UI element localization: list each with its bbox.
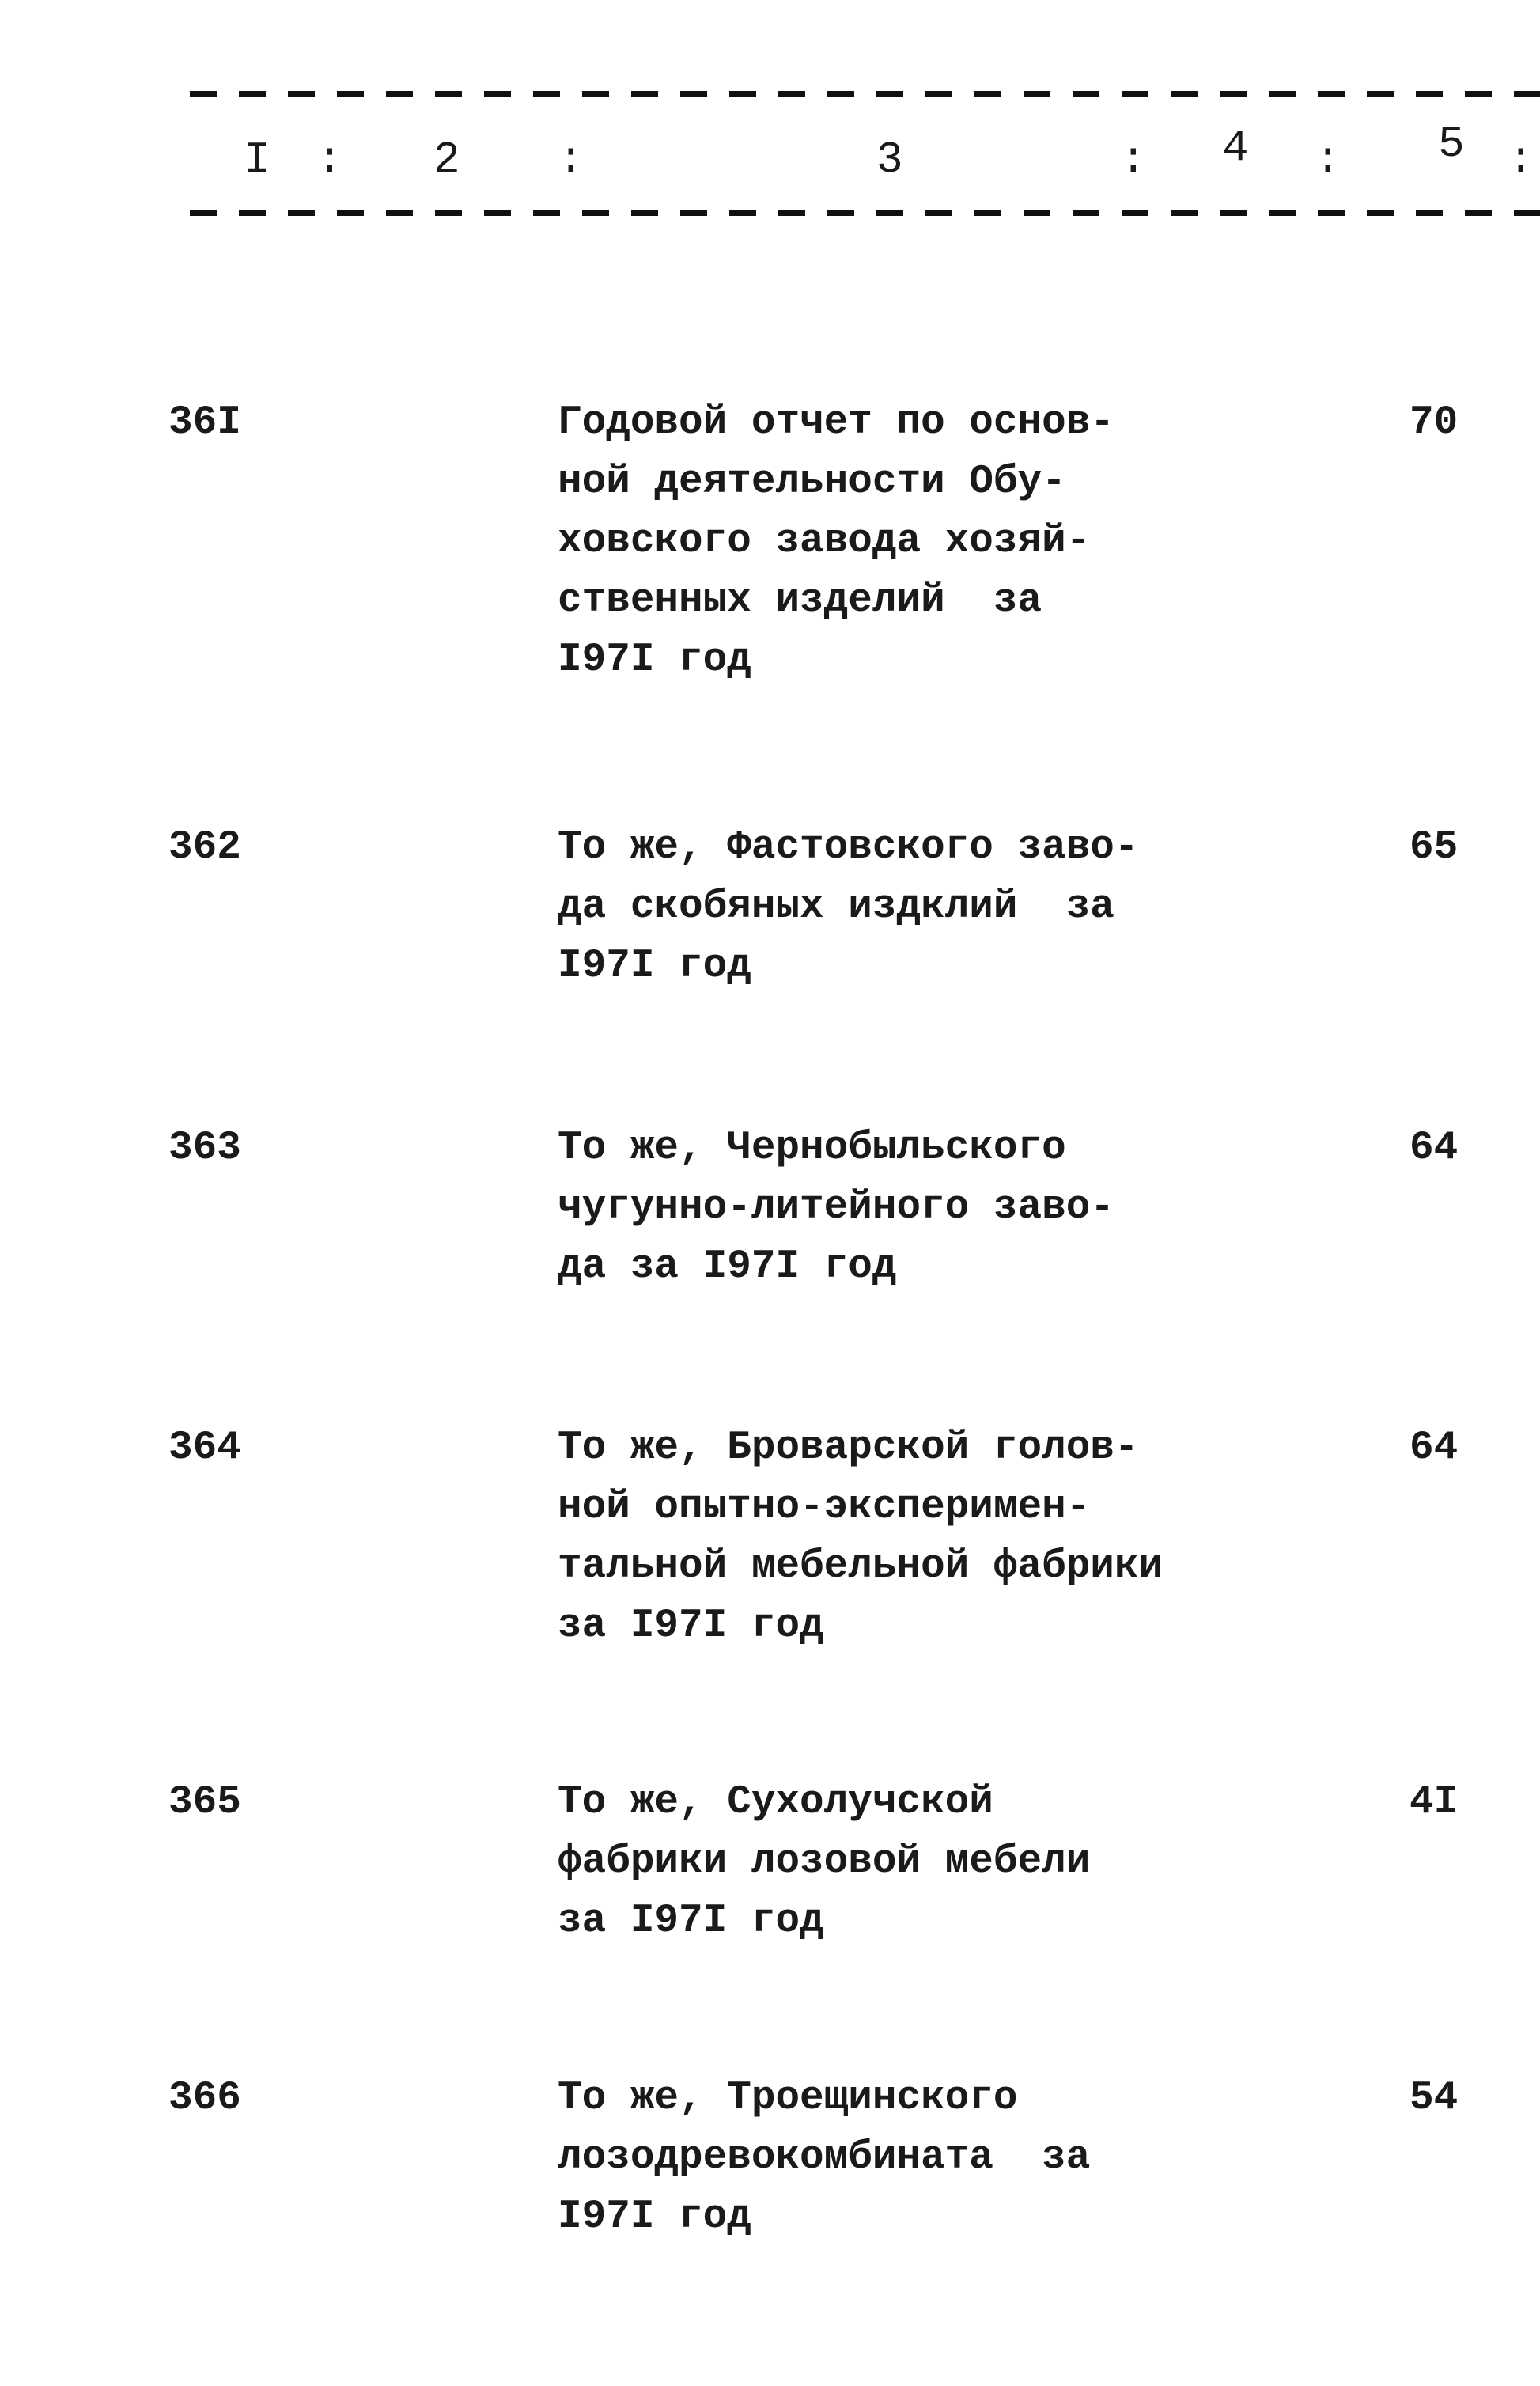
description-line: ховского завода хозяй- (558, 519, 1091, 564)
description-line: То же, Броварской голов- (558, 1426, 1139, 1471)
description-line: То же, Чернобыльского (558, 1126, 1066, 1171)
description-line: за I97I год (558, 1899, 824, 1944)
description-line: тальной мебельной фабрики (558, 1544, 1164, 1589)
column-separator: : (1508, 134, 1534, 185)
description-line: I97I год (558, 638, 751, 683)
item-number: 364 (168, 1426, 241, 1471)
column-header-1: I (244, 134, 271, 185)
description-line: да за I97I год (558, 1244, 897, 1290)
description-line: да скобяных издклий за (558, 884, 1114, 930)
item-description (558, 1418, 1163, 1656)
description-line: I97I год (558, 944, 751, 989)
column-separator: : (316, 134, 343, 185)
column-header-4: 4 (1222, 123, 1249, 173)
description-line: чугунно-литейного заво- (558, 1185, 1114, 1230)
item-description (558, 818, 1139, 996)
header-top-rule (190, 91, 1540, 97)
item-number: 365 (168, 1780, 241, 1825)
column-separator: : (1315, 134, 1341, 185)
column-separator: : (1120, 134, 1147, 185)
sheet-count: 65 (1409, 825, 1459, 870)
column-header-2: 2 (433, 134, 460, 185)
sheet-count: 70 (1409, 400, 1459, 445)
description-line: фабрики лозовой мебели (558, 1839, 1091, 1884)
header-bottom-rule (190, 210, 1540, 216)
item-number: 36I (168, 400, 241, 445)
item-description (558, 2069, 1090, 2247)
item-number: 363 (168, 1126, 241, 1171)
item-number: 366 (168, 2076, 241, 2121)
description-line: ной деятельности Обу- (558, 460, 1066, 505)
column-header-5: 5 (1438, 119, 1465, 169)
description-line: лозодревокомбината за (558, 2135, 1091, 2180)
item-description (558, 1119, 1114, 1297)
description-line: Годовой отчет по основ- (558, 400, 1114, 445)
description-line: То же, Фастовского заво- (558, 825, 1139, 870)
item-description (558, 1773, 1090, 1951)
description-line: То же, Сухолучской (558, 1780, 993, 1825)
description-line: I97I год (558, 2195, 751, 2240)
description-line: То же, Троещинского (558, 2076, 1018, 2121)
item-number: 362 (168, 825, 241, 870)
description-line: за I97I год (558, 1604, 824, 1649)
description-line: ной опытно-эксперимен- (558, 1485, 1091, 1530)
sheet-count: 54 (1409, 2076, 1459, 2121)
description-line: ственных изделий за (558, 578, 1042, 623)
column-separator: : (558, 134, 585, 185)
sheet-count: 64 (1409, 1126, 1459, 1171)
sheet-count: 4I (1409, 1780, 1459, 1825)
column-header-3: 3 (876, 134, 903, 185)
item-description (558, 393, 1114, 690)
sheet-count: 64 (1409, 1426, 1459, 1471)
